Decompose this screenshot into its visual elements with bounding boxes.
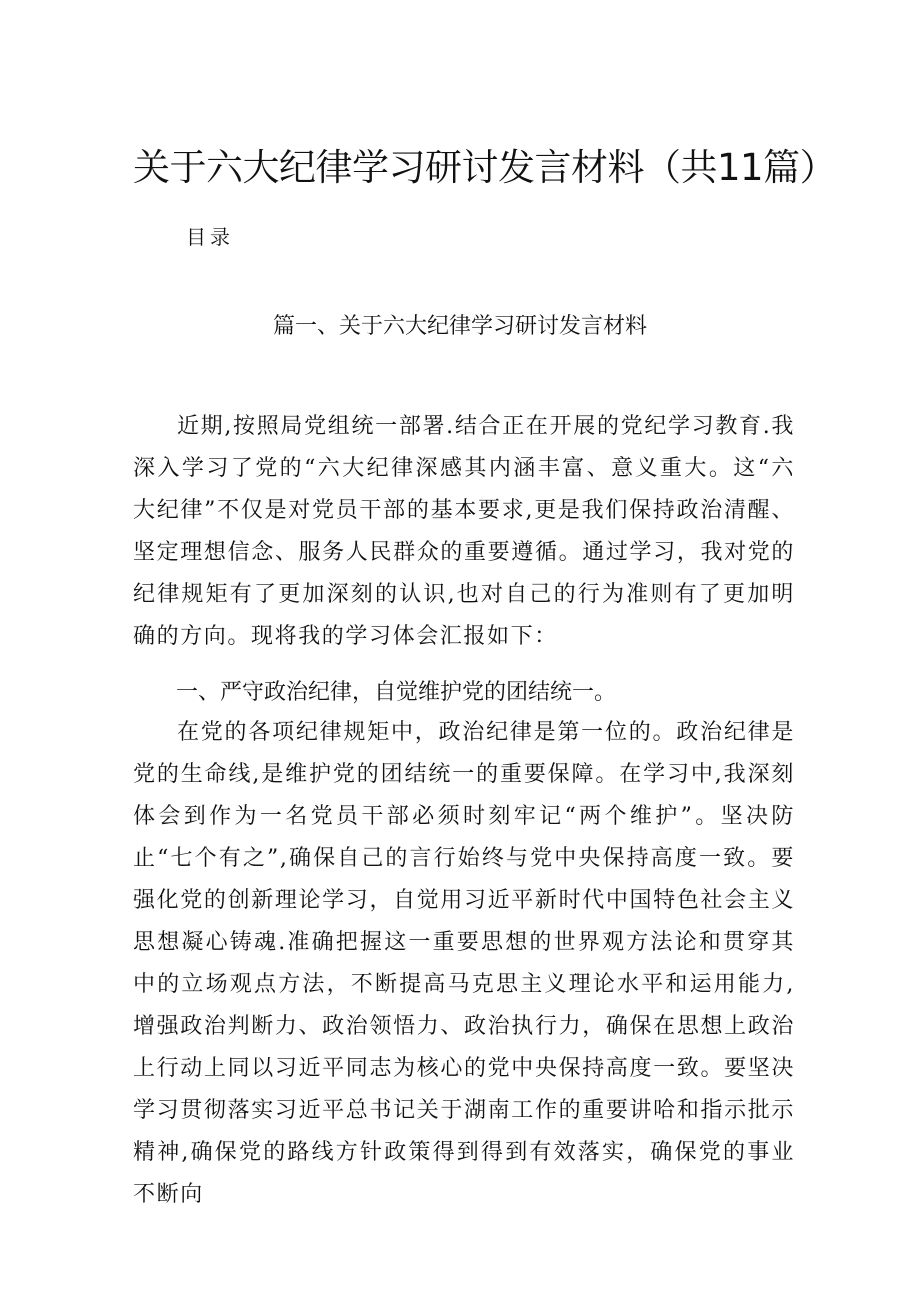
table-of-contents-label: 目录 — [186, 225, 234, 249]
document-title: 关于六大纪律学习研讨发言材料（共11篇） — [133, 146, 837, 189]
intro-paragraph: 近期,按照局党组统一部署.结合正在开展的党纪学习教育.我深入学习了党的“六大纪律深感其内涵丰富、意义重大。这“六大纪律”不仅是对党员干部的基本要求,更是我们保持政治清醒、坚定理想信念、服务人民群众的重要遵循。通过学习，我对党的纪律规矩有了更加深刻的认识,也对自己的行为准则有了更加明确的方向。现将我的学习体会汇报如下： — [133, 414, 795, 649]
section-heading: 一、严守政治纪律，自觉维护党的团结统一。 — [176, 680, 617, 705]
section-paragraph: 在党的各项纪律规矩中，政治纪律是第一位的。政治纪律是党的生命线,是维护党的团结统一的重要保障。在学习中,我深刻体会到作为一名党员干部必须时刻牢记“两个维护”。坚决防止“七个有之”,确保自己的言行始终与党中央保持高度一致。要强化党的创新理论学习，自觉用习近平新时代中国特色社会主义思想凝心铸魂.准确把握这一重要思想的世界观方法论和贯穿其中的立场观点方法，不断提高马克思主义理论水平和运用能力,增强政治判断力、政治领悟力、政治执行力，确保在思想上政治上行动上同以习近平同志为核心的党中央保持高度一致。要坚决学习贯彻落实习近平总书记关于湖南工作的重要讲哈和指示批示精神,确保党的路线方针政策得到得到有效落实，确保党的事业不断向 — [133, 720, 795, 1207]
chapter-heading: 篇一、关于六大纪律学习研讨发言材料 — [272, 314, 647, 339]
